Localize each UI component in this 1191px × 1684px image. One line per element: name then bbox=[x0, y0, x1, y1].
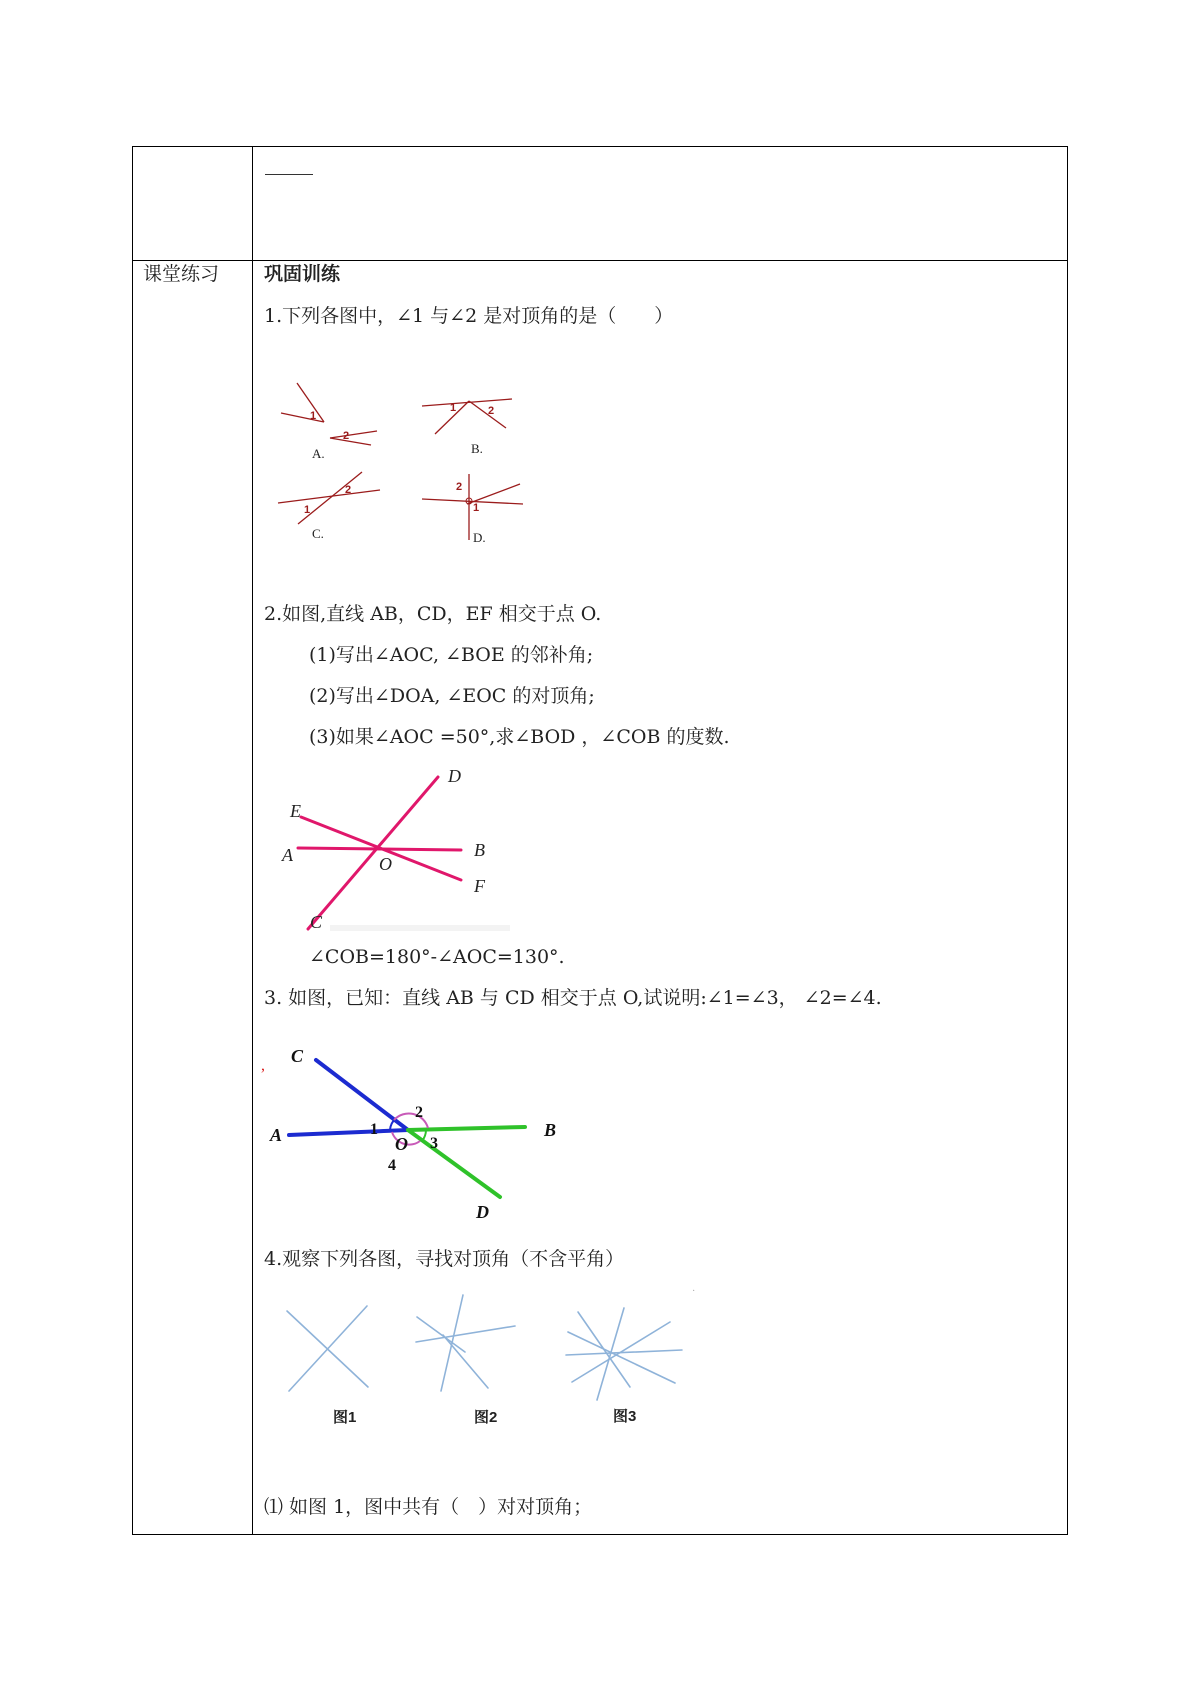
angle-3-arc bbox=[422, 1130, 426, 1141]
question-2-part-1: (1)写出∠AOC, ∠BOE 的邻补角; bbox=[309, 644, 594, 666]
question-4-text: 4.观察下列各图，寻找对顶角（不含平角） bbox=[264, 1248, 625, 1270]
ray-oa bbox=[289, 1130, 408, 1135]
label-c: C bbox=[291, 1046, 304, 1066]
angle-1-label: 1 bbox=[370, 1121, 378, 1138]
stray-dot: · bbox=[692, 1286, 696, 1297]
label-d: D bbox=[448, 766, 461, 786]
option-a-line-4 bbox=[330, 438, 371, 445]
question-1-figure bbox=[270, 380, 530, 560]
scan-smudge bbox=[330, 925, 510, 931]
option-a-angle-1: 1 bbox=[310, 410, 317, 422]
angle-2-label: 2 bbox=[415, 1104, 423, 1121]
option-b-angle-1: 1 bbox=[450, 402, 457, 414]
question-4-figure bbox=[270, 1286, 710, 1430]
row-label-classroom-practice: 课堂练习 bbox=[143, 263, 220, 285]
section-title: 巩固训练 bbox=[264, 263, 341, 285]
fig2-line-4 bbox=[443, 1335, 488, 1388]
option-a-line-1 bbox=[281, 413, 324, 422]
table-row1-mark bbox=[265, 174, 313, 175]
question-2-figure bbox=[270, 760, 520, 940]
question-4-sub-1: ⑴ 如图 1，图中共有（ ）对对顶角； bbox=[264, 1496, 593, 1518]
option-d-label: D. bbox=[473, 530, 486, 545]
option-a-label: A. bbox=[312, 446, 325, 461]
option-c-angle-1: 1 bbox=[304, 504, 311, 516]
label-e: E bbox=[290, 801, 301, 821]
label-c: C bbox=[310, 912, 323, 932]
label-d: D bbox=[476, 1202, 489, 1222]
question-3-text: 3. 如图，已知：直线 AB 与 CD 相交于点 O,试说明:∠1=∠3， ∠2=∠4. bbox=[264, 987, 882, 1009]
label-b: B bbox=[474, 840, 485, 860]
option-c-angle-2: 2 bbox=[345, 484, 352, 496]
question-2-part-2: (2)写出∠DOA, ∠EOC 的对顶角; bbox=[309, 685, 595, 707]
label-o: O bbox=[395, 1134, 408, 1154]
ray-ob bbox=[408, 1127, 525, 1130]
option-a-line-3 bbox=[330, 431, 377, 438]
line-cd bbox=[308, 777, 438, 929]
label-a: A bbox=[270, 1125, 283, 1145]
option-c-line-1 bbox=[278, 490, 380, 503]
question-2-text: 2.如图,直线 AB，CD，EF 相交于点 O. bbox=[264, 603, 602, 625]
question-2-answer: ∠COB=180°-∠AOC=130°. bbox=[309, 946, 565, 968]
fig1-line-2 bbox=[289, 1306, 367, 1391]
option-d-line-3 bbox=[467, 484, 520, 504]
question-3-figure bbox=[260, 1040, 580, 1220]
label-b: B bbox=[544, 1120, 557, 1140]
label-a: A bbox=[282, 845, 293, 865]
fig2-line-2 bbox=[441, 1295, 463, 1391]
option-d-angle-1: 1 bbox=[473, 502, 480, 514]
fig2-caption: 图2 bbox=[474, 1409, 498, 1426]
option-d-angle-2: 2 bbox=[456, 481, 463, 493]
angle-3-label: 3 bbox=[430, 1135, 438, 1152]
option-c-label: C. bbox=[312, 526, 324, 541]
fig1-caption: 图1 bbox=[333, 1409, 357, 1426]
fig3-caption: 图3 bbox=[613, 1408, 637, 1425]
table-row-divider bbox=[132, 260, 1068, 261]
label-o: O bbox=[379, 854, 392, 874]
option-b-label: B. bbox=[471, 441, 483, 456]
question-2-part-3: (3)如果∠AOC =50°,求∠BOD ，∠COB 的度数. bbox=[309, 726, 730, 748]
table-column-divider bbox=[252, 146, 253, 1535]
stray-mark: , bbox=[261, 1057, 265, 1074]
option-b-angle-2: 2 bbox=[488, 405, 495, 417]
fig2-line-3 bbox=[416, 1326, 515, 1342]
question-1-text: 1.下列各图中，∠1 与∠2 是对顶角的是（ ） bbox=[264, 305, 674, 327]
option-c-line-2 bbox=[298, 472, 362, 524]
option-a-angle-2: 2 bbox=[343, 430, 350, 442]
angle-4-label: 4 bbox=[388, 1157, 396, 1174]
label-f: F bbox=[474, 876, 485, 896]
